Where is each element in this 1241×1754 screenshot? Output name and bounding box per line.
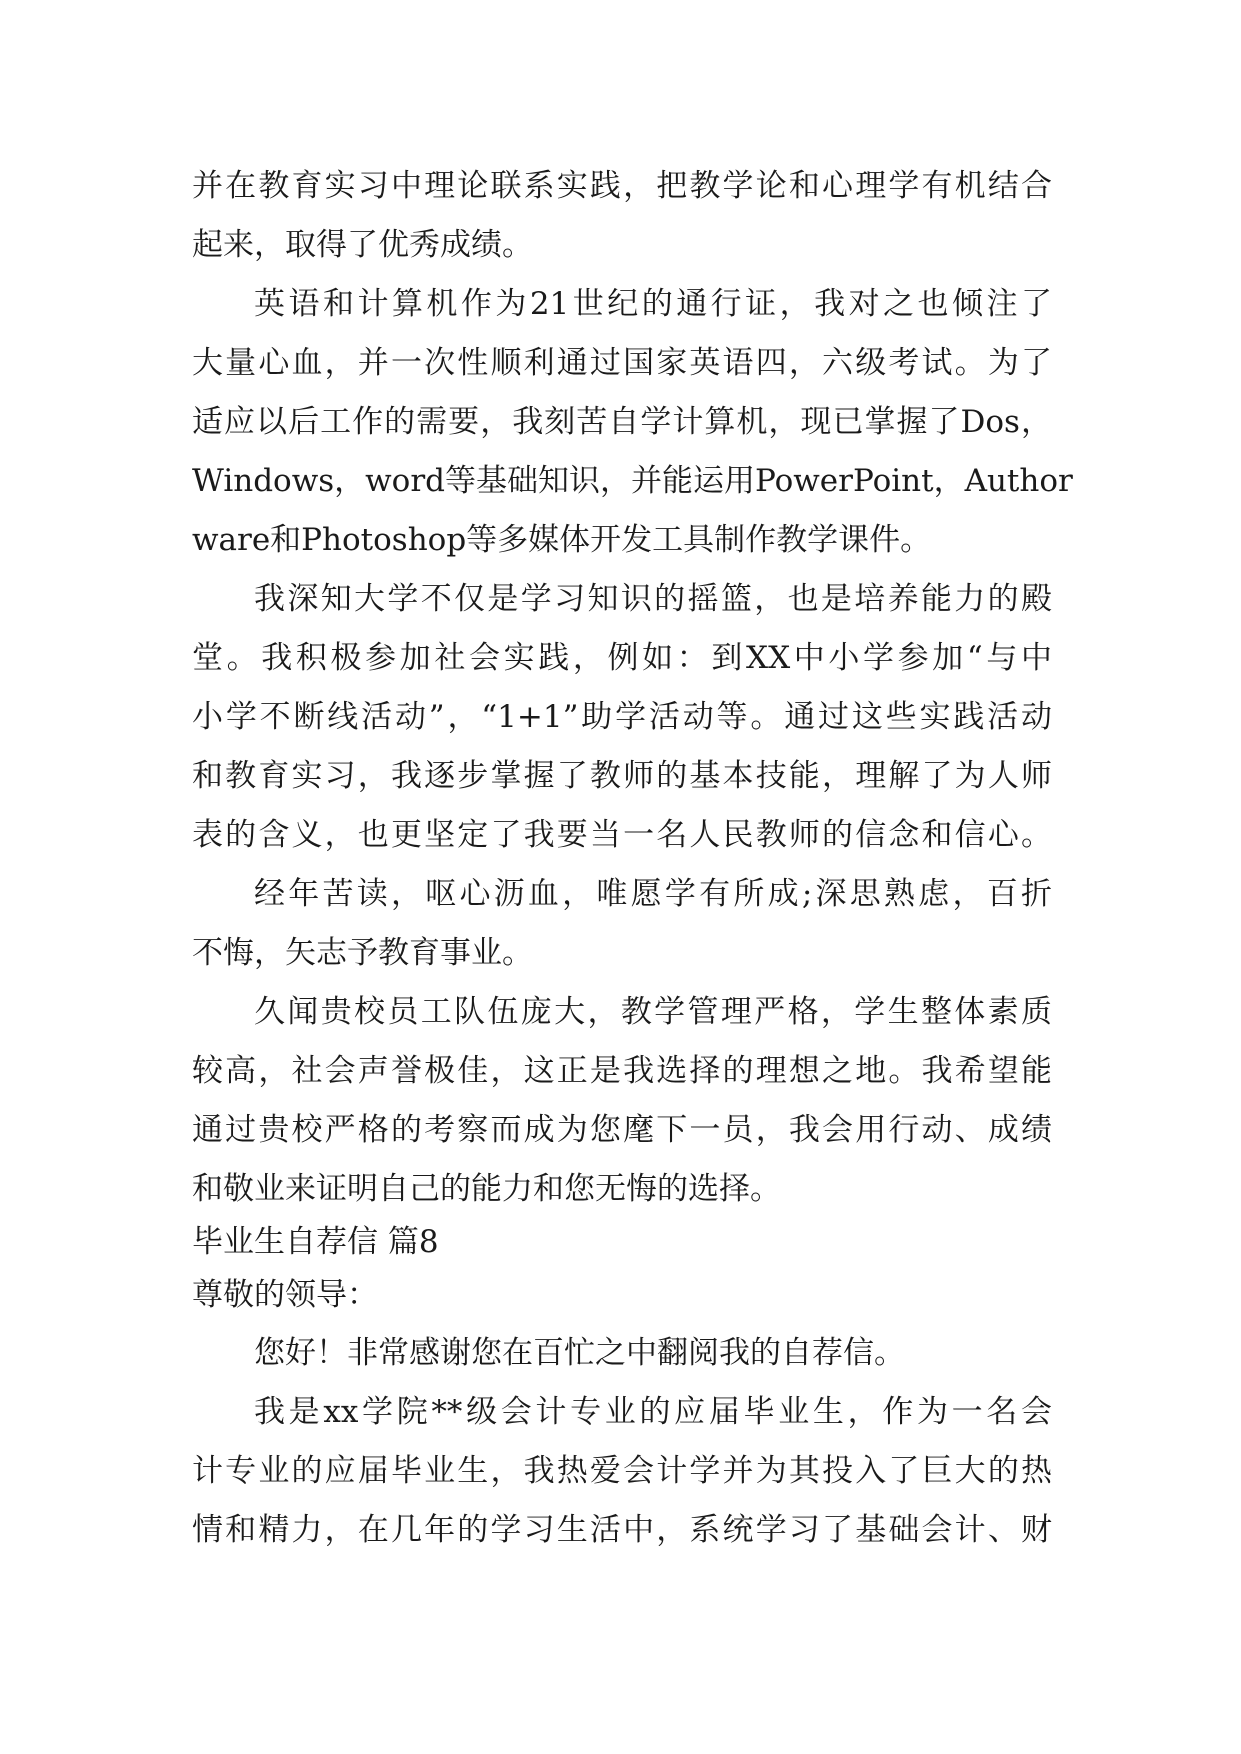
- text-line: 经年苦读，呕心沥血，唯愿学有所成;深思熟虑，百折: [254, 876, 1052, 912]
- text-line: 我是xx学院**级会计专业的应届毕业生，作为一名会: [254, 1394, 1052, 1430]
- text-line: 久闻贵校员工队伍庞大，教学管理严格，学生整体素质: [254, 994, 1052, 1030]
- text-line: 较高，社会声誉极佳，这正是我选择的理想之地。我希望能: [192, 1053, 1052, 1089]
- text-line: 您好！非常感谢您在百忙之中翻阅我的自荐信。: [254, 1335, 905, 1371]
- text-line: Windows，word等基础知识，并能运用PowerPoint，Author: [192, 463, 1073, 499]
- text-line: 我深知大学不仅是学习知识的摇篮，也是培养能力的殿: [254, 581, 1052, 617]
- text-line: 通过贵校严格的考察而成为您麾下一员，我会用行动、成绩: [192, 1112, 1052, 1148]
- text-line: 和敬业来证明自己的能力和您无悔的选择。: [192, 1171, 781, 1207]
- section-heading: 毕业生自荐信 篇8: [192, 1224, 439, 1260]
- text-line: 计专业的应届毕业生，我热爱会计学并为其投入了巨大的热: [192, 1453, 1052, 1489]
- text-line: 堂。我积极参加社会实践，例如：到XX中小学参加“与中: [192, 640, 1052, 676]
- text-line: 起来，取得了优秀成绩。: [192, 227, 533, 263]
- text-line: ware和Photoshop等多媒体开发工具制作教学课件。: [192, 522, 932, 558]
- text-line: 不悔，矢志予教育事业。: [192, 935, 533, 971]
- text-line: 和教育实习，我逐步掌握了教师的基本技能，理解了为人师: [192, 758, 1052, 794]
- text-line: 并在教育实习中理论联系实践，把教学论和心理学有机结合: [192, 168, 1052, 204]
- text-line: 英语和计算机作为21世纪的通行证，我对之也倾注了: [254, 286, 1052, 322]
- text-line: 大量心血，并一次性顺利通过国家英语四，六级考试。为了: [192, 345, 1052, 381]
- text-line: 适应以后工作的需要，我刻苦自学计算机，现已掌握了Dos，: [192, 404, 1052, 440]
- text-line: 情和精力，在几年的学习生活中，系统学习了基础会计、财: [192, 1512, 1052, 1548]
- text-line: 表的含义，也更坚定了我要当一名人民教师的信念和信心。: [192, 817, 1052, 853]
- text-line: 小学不断线活动”，“1+1”助学活动等。通过这些实践活动: [192, 699, 1052, 735]
- salutation: 尊敬的领导：: [192, 1277, 378, 1313]
